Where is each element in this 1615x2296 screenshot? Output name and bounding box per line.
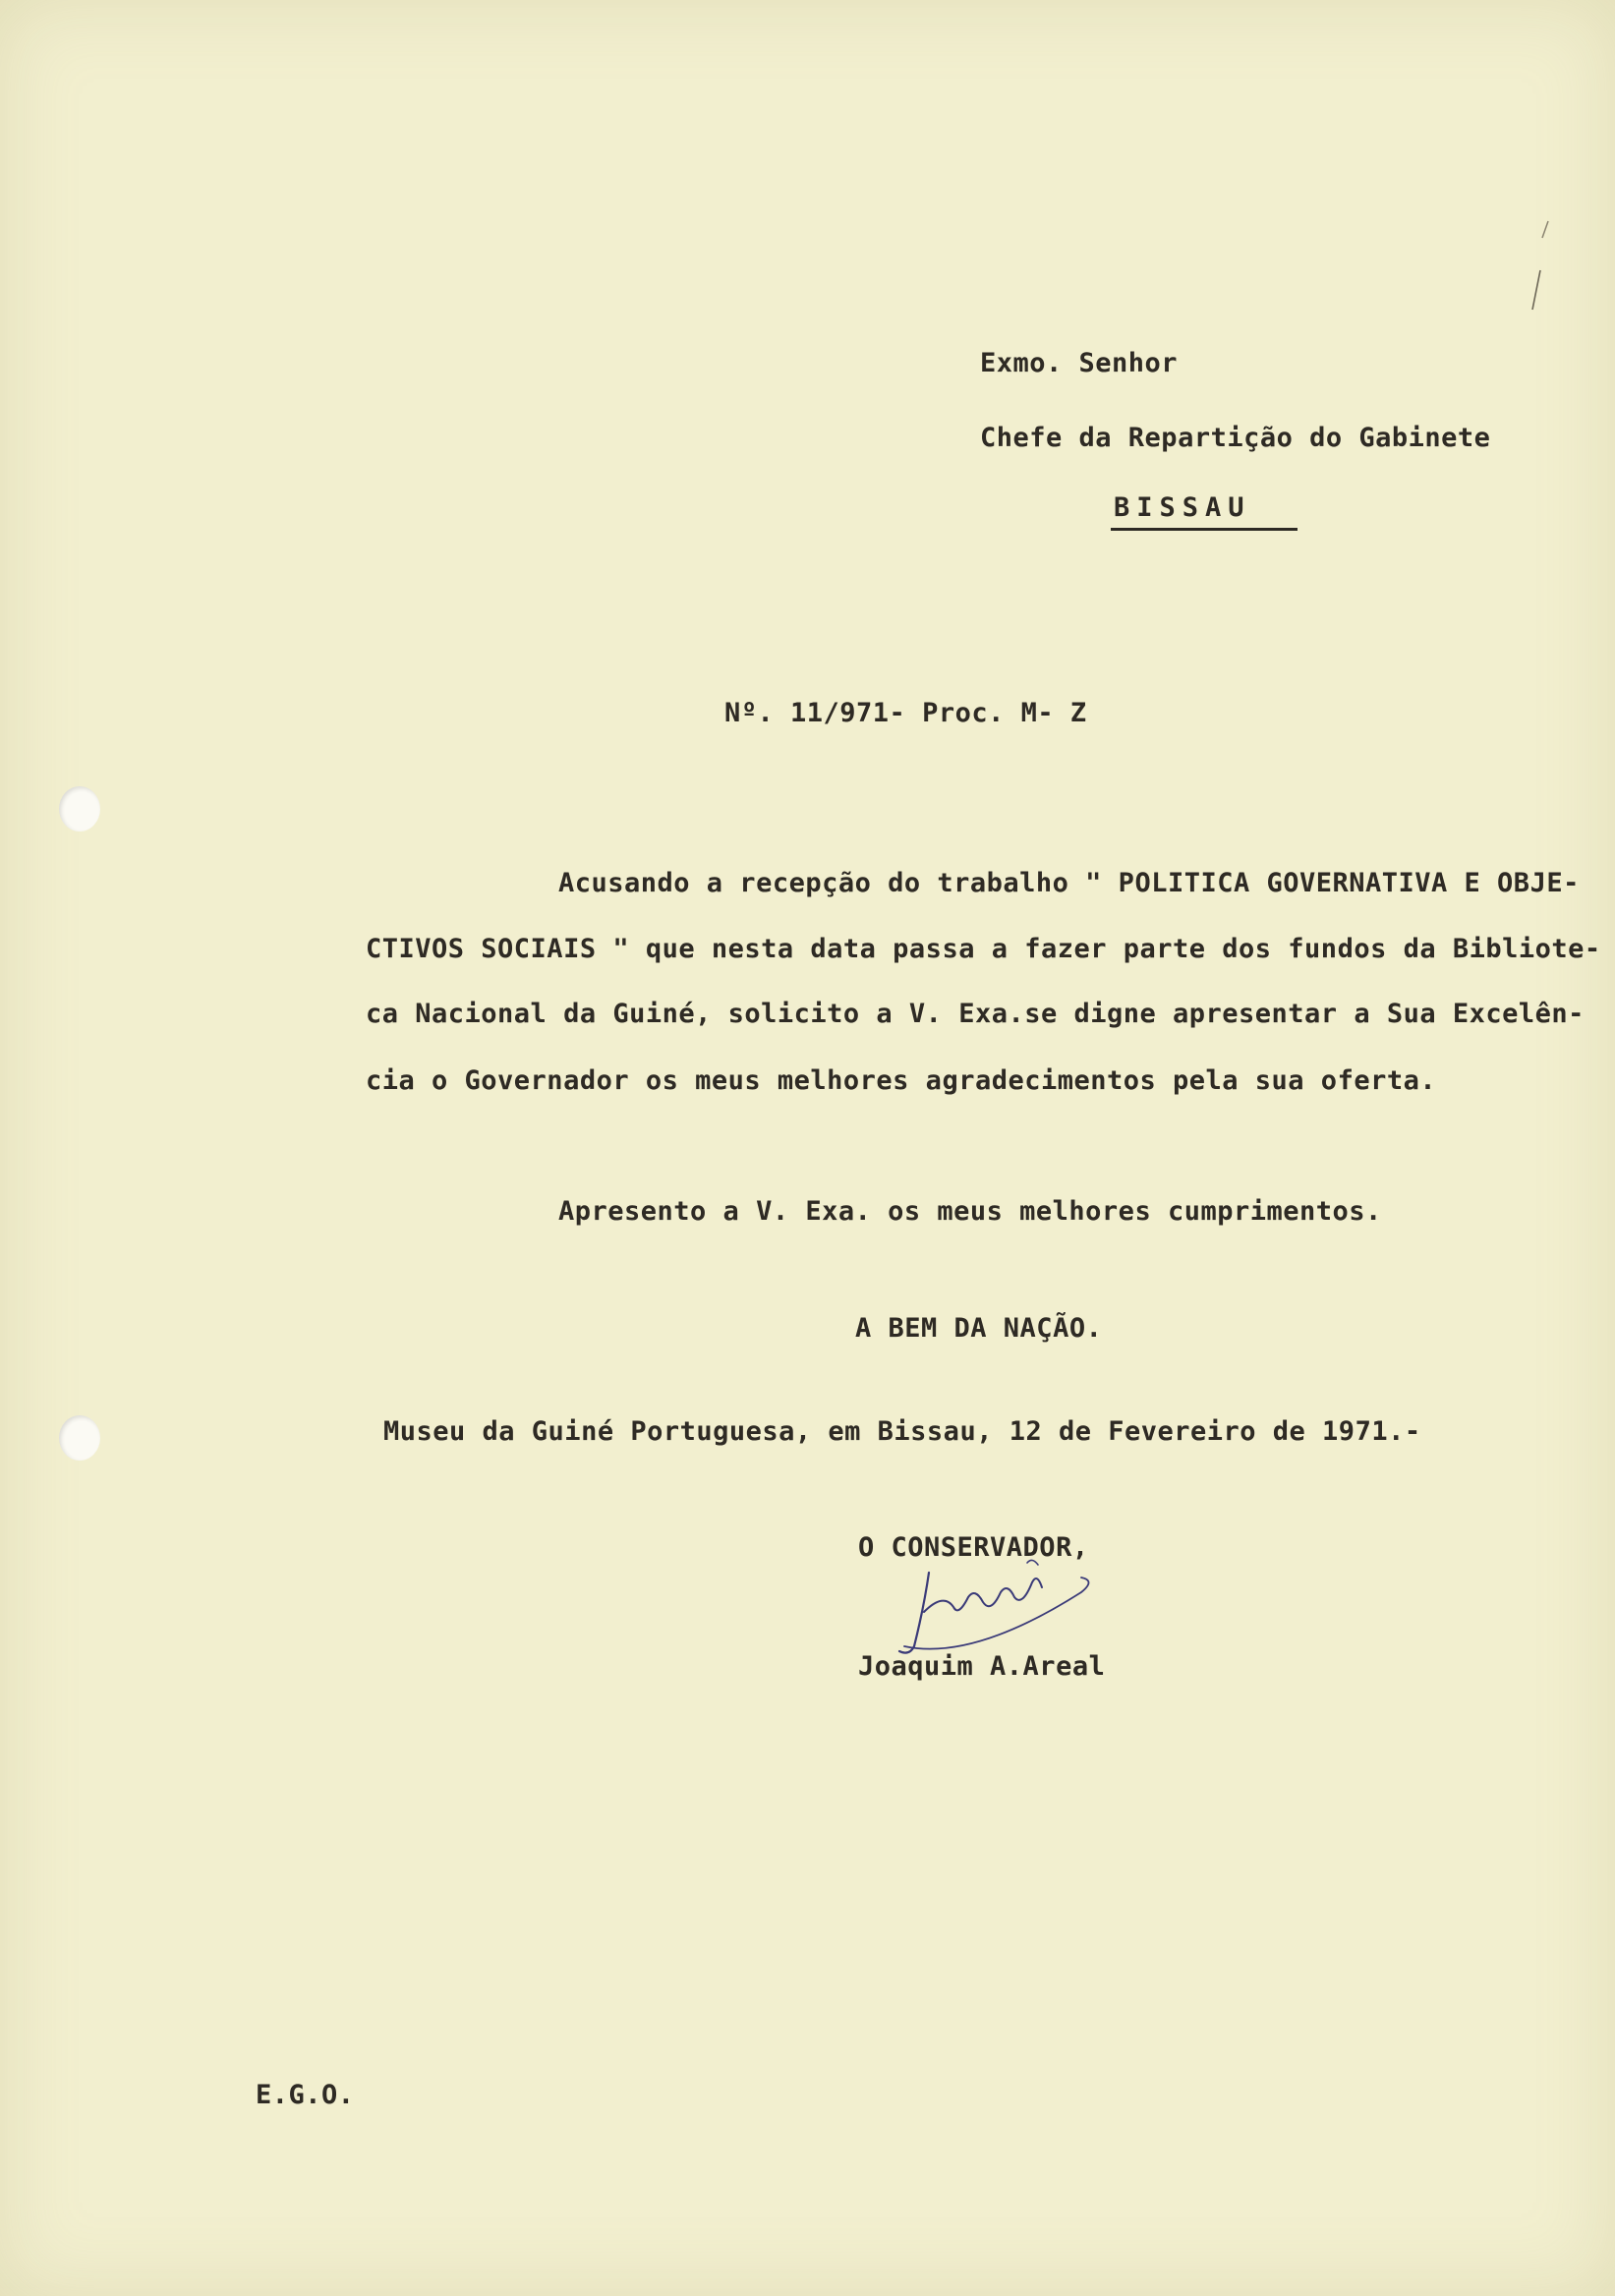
reference-number: Nº. 11/971- Proc. M- Z <box>724 698 1087 728</box>
pencil-mark <box>1519 216 1558 315</box>
motto: A BEM DA NAÇÃO. <box>855 1313 1103 1344</box>
body-line-2: CTIVOS SOCIAIS " que nesta data passa a fazer parte dos fundos da Bibliote- <box>366 934 1601 964</box>
closing-greeting: Apresento a V. Exa. os meus melhores cumprimentos. <box>558 1196 1382 1227</box>
place-date: Museu da Guiné Portuguesa, em Bissau, 12 de Fevereiro de 1971.- <box>383 1416 1421 1447</box>
punch-hole-top <box>59 786 100 832</box>
city-underline <box>1111 528 1298 531</box>
addressee-title: Chefe da Repartição do Gabinete <box>980 423 1491 453</box>
body-line-3: ca Nacional da Guiné, solicito a V. Exa.se digne apresentar a Sua Excelên- <box>366 999 1585 1029</box>
punch-hole-bottom <box>59 1415 100 1461</box>
body-line-1: Acusando a recepção do trabalho " POLITICA GOVERNATIVA E OBJE- <box>558 868 1580 898</box>
body-line-4: cia o Governador os meus melhores agradecimentos pela sua oferta. <box>366 1065 1437 1096</box>
addressee-salutation: Exmo. Senhor <box>980 348 1179 378</box>
signatory-role: O CONSERVADOR, <box>858 1532 1089 1563</box>
signatory-name: Joaquim A.Areal <box>858 1651 1106 1682</box>
typist-initials: E.G.O. <box>256 2080 355 2110</box>
addressee-city: BISSAU <box>1114 492 1251 523</box>
